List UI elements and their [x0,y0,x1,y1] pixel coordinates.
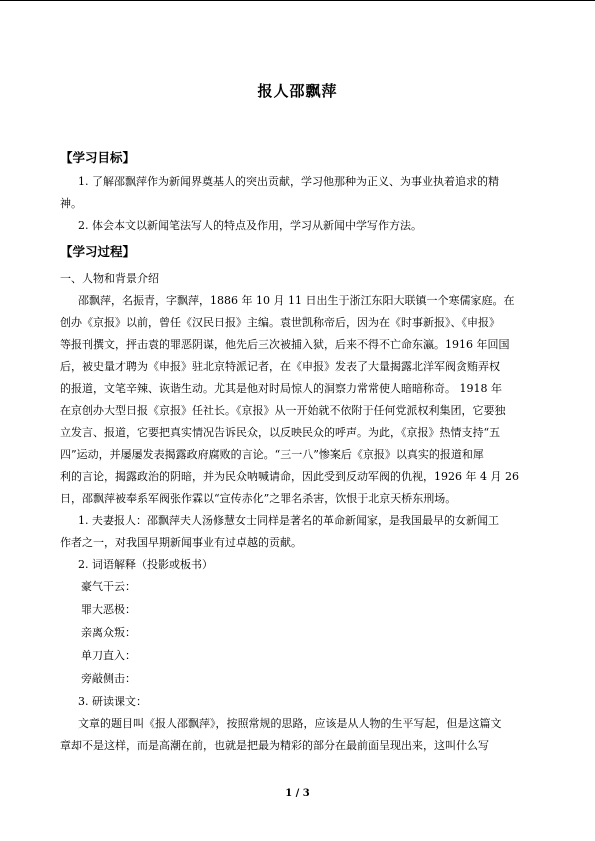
vocab-item: 旁敲侧击： [81,672,136,685]
bio-line: 等报刊撰文，抨击袁的罪恶阴谋，他先后三次被捕入狱，后来不得不亡命东瀛。1916 年回国 [60,338,510,351]
vocab-item: 豪气干云： [81,580,136,593]
top-border-line [0,0,595,1]
bio-line: 后，被史量才聘为《申报》驻北京特派记者，在《申报》发表了大量揭露北洋军阀贪贿弄权 [60,360,500,373]
vocab-item: 罪大恶极： [81,603,136,616]
vocab-item: 亲离众叛： [81,626,136,639]
bio-line: 创办《京报》以前，曾任《汉民日报》主编。袁世凯称帝后，因为在《时事新报》、《申报》 [60,316,500,329]
wife-line: 1. 夫妻报人：邵飘萍夫人汤修慧女士同样是著名的革命新闻家，是我国最早的女新闻工 [78,514,499,527]
study-line: 文章的题目叫《报人邵飘萍》，按照常规的思路，应该是从人物的生平写起，但是这篇文 [78,717,502,730]
vocab-item: 单刀直入： [81,649,136,662]
page-title: 报人邵飘萍 [257,82,338,100]
subheading-background: 一、人物和背景介绍 [60,272,159,285]
vocab-heading: 2. 词语解释（投影或板书） [78,558,213,571]
goal-line: 2. 体会本文以新闻笔法写人的特点及作用，学习从新闻中学写作方法。 [78,219,422,232]
goal-line: 1. 了解邵飘萍作为新闻界奠基人的突出贡献，学习他那种为正义、为事业执着追求的精 [78,175,499,188]
bio-line: 四”运动，并屡屡发表揭露政府腐败的言论。“三一八”惨案后《京报》以真实的报道和犀 [60,448,484,461]
wife-line: 作者之一，对我国早期新闻事业有过卓越的贡献。 [60,536,302,549]
bio-line: 在京创办大型日报《京报》任社长。《京报》从一开始就不依附于任何党派权利集团，它要独 [60,404,506,417]
bio-line: 利的言论，揭露政治的阴暗，并为民众呐喊请命，因此受到反动军阀的仇视，1926 年 4 月 26 [60,470,519,483]
study-line: 章却不是这样，而是高潮在前，也就是把最为精彩的部分在最前面呈现出来，这叫什么写 [60,739,489,752]
goal-line: 神。 [60,197,82,210]
study-heading: 3. 研读课文： [78,695,147,708]
bio-line: 立发言、报道，它要把真实情况告诉民众，以反映民众的呼声。为此，《京报》热情支持“五 [60,426,501,439]
section-heading-process: 【学习过程】 [60,244,136,259]
bio-line: 的报道，文笔辛辣、诙谐生动。尤其是他对时局惊人的洞察力常常使人暗暗称奇。 1918 年 [60,382,502,395]
page-number: 1 / 3 [285,788,310,799]
bio-line: 日，邵飘萍被奉系军阀张作霖以“宣传赤化”之罪名杀害，饮恨于北京天桥东刑场。 [60,492,457,505]
bio-line: 邵飘萍，名振青，字飘萍，1886 年 10 月 11 日出生于浙江东阳大联镇一个寒儒家庭。在 [78,294,515,307]
section-heading-goals: 【学习目标】 [60,150,136,165]
